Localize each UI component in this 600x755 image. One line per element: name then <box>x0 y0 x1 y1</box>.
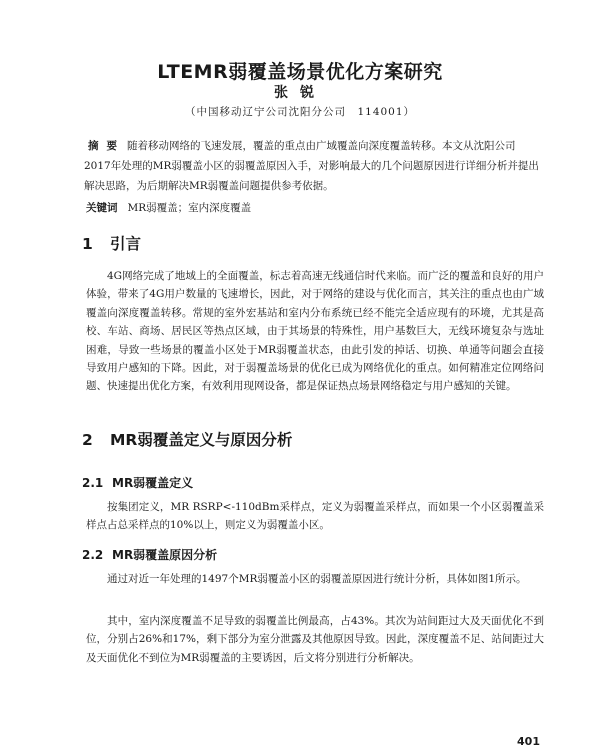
section-1-number: 1 <box>82 235 93 253</box>
paper-title: LTEMR弱覆盖场景优化方案研究 <box>157 61 443 83</box>
author-affiliation: （中国移动辽宁公司沈阳分公司 114001） <box>184 106 416 118</box>
section-1-title: 引言 <box>110 235 142 253</box>
section-2-number: 2 <box>82 431 93 449</box>
section-2-title: MR弱覆盖定义与原因分析 <box>110 431 293 449</box>
author-name: 张锐 <box>274 85 326 101</box>
section-2-1-number: 2.1 <box>82 476 104 490</box>
abstract-label: 摘要 <box>88 140 125 152</box>
section-2-1-heading <box>82 474 193 491</box>
abstract-text: 随着移动网络的飞速发展，覆盖的重点由广域覆盖向深度覆盖转移。本文从沈阳公司2017年处理的MR弱覆盖小区的弱覆盖原因入手，对影响最大的几个问题原因进行详细分析并提出解决思路，为后期解决MR弱覆盖问题提供参考依据。 <box>84 140 539 192</box>
keywords-text: MR弱覆盖；室内深度覆盖 <box>127 202 252 214</box>
section-2-2-paragraph-1: 通过对近一年处理的1497个MR弱覆盖小区的弱覆盖原因进行统计分析，具体如图1所示。 <box>107 573 527 585</box>
page-number: 401 <box>517 735 540 748</box>
section-1-paragraph: 4G网络完成了地域上的全面覆盖，标志着高速无线通信时代来临。而广泛的覆盖和良好的用户体验，带来了4G用户数量的飞速增长，因此，对于网络的建设与优化而言，其关注的重点也由广域覆盖向深度覆盖转移。常规的室外宏基站和室内分布系统已经不能完全适应现有的环境，尤其是高校、车站、商场、居民区等热点区域，由于其场景的特殊性，用户基数巨大，无线环境复杂与选址困难，导致一些场景的覆盖小区处于MR弱覆盖状态，由此引发的掉话、切换、单通等问题会直接导致用户感知的下降。因此，对于弱覆盖场景的优化已成为网络优化的重点。如何精准定位网络问题、快速提出优化方案，有效利用现网设备，都是保证热点场景网络稳定与用户感知的关键。 <box>86 270 544 393</box>
section-2-2-heading <box>82 546 217 563</box>
section-2-1-title: MR弱覆盖定义 <box>112 476 194 490</box>
section-2-heading <box>82 428 292 450</box>
abstract <box>84 136 540 196</box>
section-2-2-number: 2.2 <box>82 548 104 562</box>
keywords-label: 关键词 <box>86 202 118 214</box>
keywords <box>86 200 542 215</box>
section-2-2-paragraph-2: 其中，室内深度覆盖不足导致的弱覆盖比例最高，占43%。其次为站间距过大及天面优化不到位，分别占26%和17%，剩下部分为室分泄露及其他原因导致。因此，深度覆盖不足、站间距过大及天面优化不到位为MR弱覆盖的主要诱因，后文将分别进行分析解决。 <box>86 615 544 664</box>
section-1-heading <box>82 232 141 254</box>
section-2-1-paragraph: 按集团定义，MR RSRP<-110dBm采样点，定义为弱覆盖采样点，而如果一个小区弱覆盖采样点占总采样点的10%以上，则定义为弱覆盖小区。 <box>86 501 544 532</box>
section-2-2-title: MR弱覆盖原因分析 <box>112 548 218 562</box>
